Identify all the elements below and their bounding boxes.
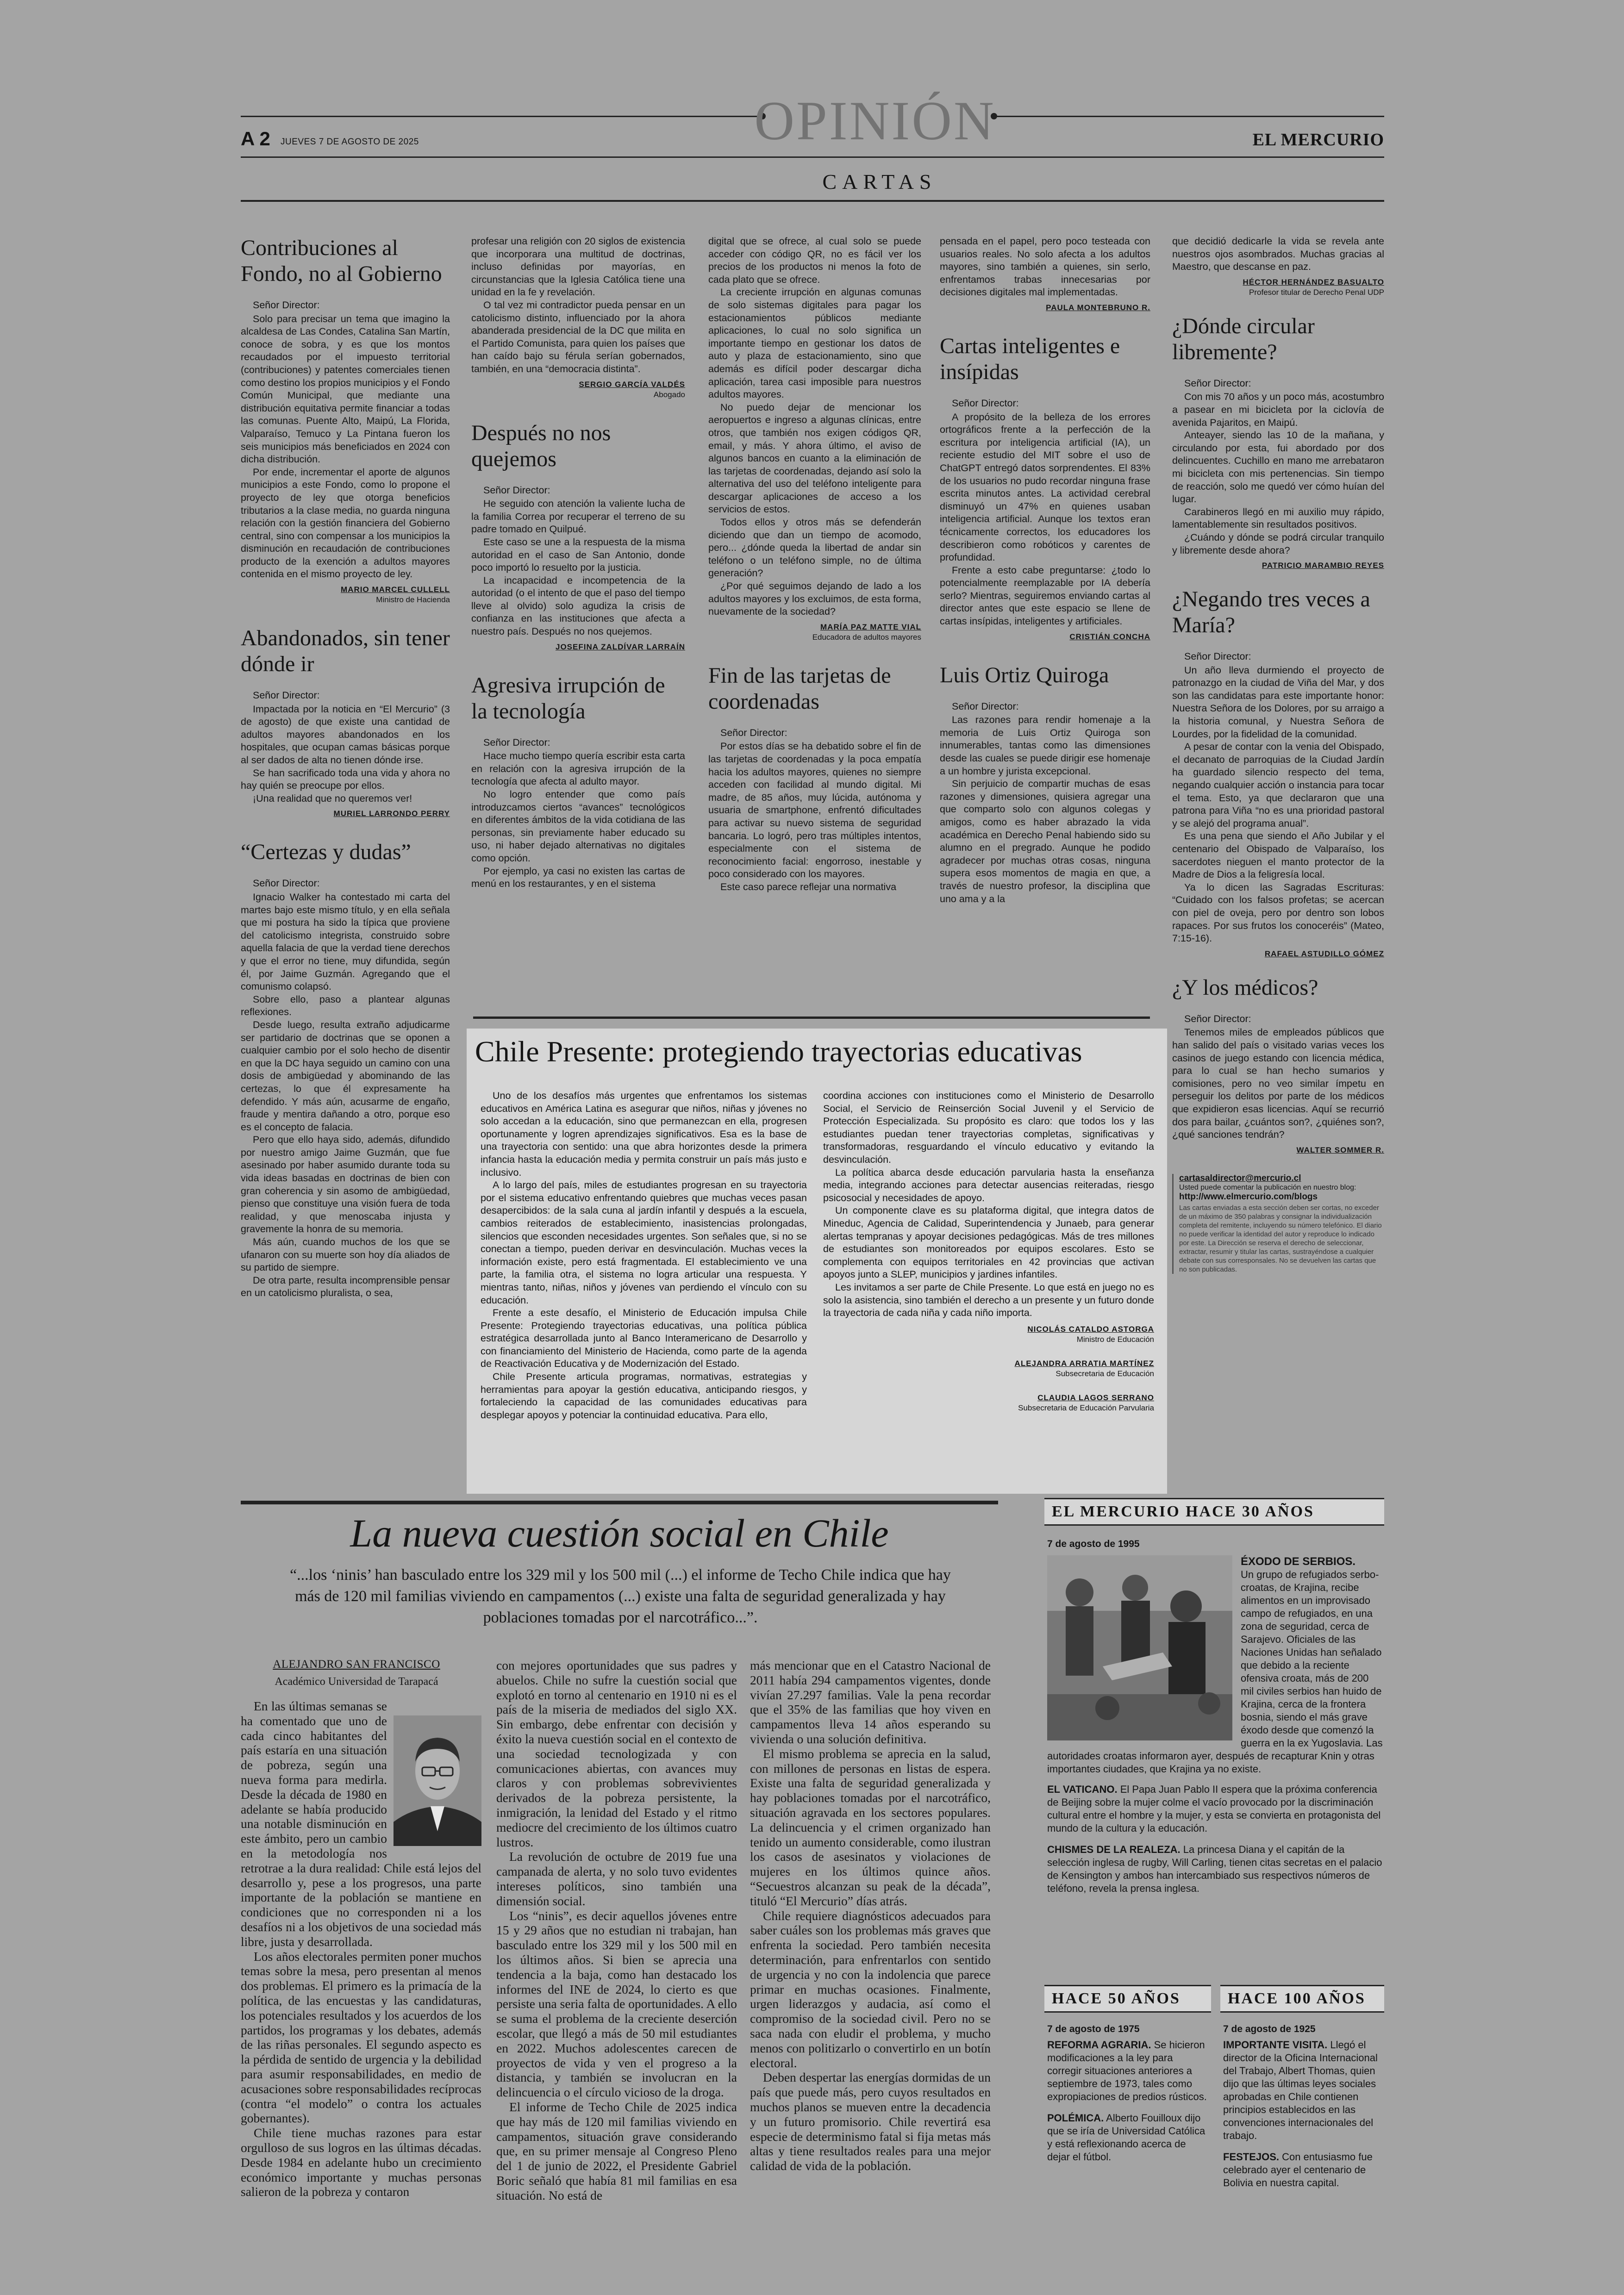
- letter-salutation: Señor Director:: [253, 690, 320, 701]
- letter-paragraph: que decidió dedicarle la vida se revela ante nuestros ojos asombrados. Muchas gracias al Maestro, que descanse en paz.: [1172, 236, 1384, 273]
- hace50-item: [1047, 2112, 1209, 2164]
- letter-paragraph: ¿Por qué seguimos dejando de lado a los adultos mayores y los excluimos, de esta forma, nuevamente de la sociedad?: [708, 580, 921, 617]
- hace100-item-title: FESTEJOS.: [1223, 2151, 1280, 2163]
- letter-paragraph: Se han sacrificado toda una vida y ahora no hay quién se preocupe por ellos.: [241, 767, 450, 792]
- letter-paragraph: No logro entender que como país introduzcamos ciertos “avances” tecnológicos en diferentes ámbitos de la vida cotidiana de las personas, sin previamente haber educado su uso, ni haber dejado alternativas no digitales como opción.: [471, 789, 685, 864]
- header-rule-full: [241, 156, 1384, 158]
- hace30-lead-text: Un grupo de refugiados serbo-croatas, de Krajina, recibe alimentos en un improvisado campo de refugiados, en una zona de seguridad, cerca de Sarajevo. Oficiales de las Naciones Unidas han señalado que debido a la reciente ofensiva croata, más de 200 mil civiles serbios han huido de Krajina, cerca de la frontera bosnia, siendo el más grave éxodo desde que comenzó la guerra en la ex Yugoslavia. Las autoridades croatas informaron ayer, después de recapturar Knin y otras importantes ciudades, que Krajina ya no existe.: [1047, 1569, 1383, 1775]
- column-quote: “...los ‘ninis’ han basculado entre los 329 mil y los 500 mil (...) el informe de Techo Chile indica que hay más de 120 mil familias viviendo en campamentos (...) existe una falta de seguridad generalizada y hay poblaciones tomadas por el narcotráfico...”.: [290, 1566, 951, 1626]
- column-title: La nueva cuestión social en Chile: [350, 1511, 889, 1555]
- letter-ortiz-quiroga: [940, 662, 1150, 906]
- featured-top-rule: [473, 1017, 1150, 1019]
- column-text-3: [750, 1658, 991, 2173]
- letter-salutation: Señor Director:: [1184, 1013, 1251, 1024]
- hace100-item-text: Llegó el director de la Oficina Internacional del Trabajo, Albert Thomas, quien dijo que las últimas leyes sociales aprobadas en Chile contienen principios establecidos en las convenciones internacionales del trabajo.: [1223, 2039, 1378, 2141]
- letters-info-box: [1172, 1174, 1384, 1274]
- letter-paragraph: A propósito de la belleza de los errores ortográficos frente a la perfección de la escritura por inteligencia artificial (IA), un reciente estudio del MIT sobre el uso de ChatGPT entregó datos sorprendentes. El 83% de los usuarios no pudo recordar ninguna frase escrita minutos antes. La actividad cerebral disminuyó un 47% en quienes usaban inteligencia artificial. Aunque los textos eran técnicamente correctos, los educadores los describieron como robóticos y carentes de profundidad.: [940, 411, 1150, 563]
- letter-paragraph: De otra parte, resulta incomprensible pensar en un catolicismo pluralista, o sea,: [241, 1274, 450, 1299]
- letter-paragraph: Carabineros llegó en mi auxilio muy rápido, lamentablemente sin resultados positivos.: [1172, 506, 1384, 530]
- featured-paragraph: Uno de los desafíos más urgentes que enfrentamos los sistemas educativos en América Latina es asegurar que niños, niñas y jóvenes no solo accedan a la educación, sino que permanezcan en ella, progresen oportunamente y logren aprendizajes significativos. Esa es la base de una trayectoria con sentido: una que abra horizontes desde la primera infancia hasta la educación media y permita construir un país más justo e inclusivo.: [481, 1090, 807, 1178]
- featured-signer: NICOLÁS CATALDO ASTORGA: [1027, 1324, 1154, 1334]
- hace30-item-title: EL VATICANO.: [1047, 1784, 1118, 1795]
- featured-signer: ALEJANDRA ARRATIA MARTÍNEZ: [1014, 1359, 1154, 1368]
- letter-salutation: Señor Director:: [253, 299, 320, 311]
- letter-paragraph: digital que se ofrece, al cual solo se puede acceder con código QR, no es fácil ver los precios de los productos ni menos la foto de cada plato que se ofrece.: [708, 236, 921, 285]
- letter-paragraph: O tal vez mi contradictor pueda pensar en un catolicismo distinto, influenciado por la ahora abanderada presidencial de la DC que milita en el Partido Comunista, para quien los países que han caído bajo su férula serían gobernados, también, en una “democracia distinta”.: [471, 299, 685, 374]
- letter-paragraph: Es una pena que siendo el Año Jubilar y el centenario del Obispado de Valparaíso, los sacerdotes nieguen el manto protector de la Madre de Dios a la feligresía local.: [1172, 830, 1384, 880]
- letters-column-1: [241, 235, 450, 1300]
- column-paragraph: Deben despertar las energías dormidas de un país que puede más, pero cuyos resultados en muchos planos se mueven entre la decadencia y un futuro promisorio. Chile revertirá esa especie de determinismo fatal si fija metas más altas y tiene resultados reales para una mejor calidad de vida de la población.: [750, 2070, 991, 2173]
- hace50-item-title: POLÉMICA.: [1047, 2112, 1104, 2124]
- letter-signer: MARÍA PAZ MATTE VIAL: [820, 622, 921, 631]
- column-paragraph: En las últimas semanas se ha comentado que uno de cada cinco habitantes del país estaría en una situación de pobreza, según una nueva forma para medirla. Desde la década de 1980 en adelante se había producido una notable disminución en este ámbito, pero un cambio en la metodología nos retrotrae a la dura realidad: Chile está lejos del desarrollo y, pese a los progresos, una parte importante de la población se mantiene en condiciones que no corresponden ni a los desafíos ni a los objetivos de una sociedad más libre, justa y desarrollada.: [241, 1699, 481, 1949]
- letter-salutation: Señor Director:: [483, 736, 550, 748]
- column-paragraph: El mismo problema se aprecia en la salud, con millones de personas en listas de espera. Existe una falta de seguridad generalizada y hay poblaciones tomadas por el narcotráfico, situación agravada en los sectores populares. La delincuencia y el crimen organizado han tenido un aumento considerable, como ilustran los casos de asesinatos y violaciones de mujeres en los últimos quince años. “Secuestros alcanzan su peak de la década”, tituló “El Mercurio” días atrás.: [750, 1746, 991, 1908]
- refugees-photo-icon: [1047, 1555, 1232, 1740]
- letter-signer-role: Educadora de adultos mayores: [812, 632, 921, 642]
- hace30-lead-title: ÉXODO DE SERBIOS.: [1241, 1555, 1356, 1568]
- letter-salutation: Señor Director:: [952, 397, 1019, 409]
- letter-agresiva: [471, 673, 685, 891]
- letter-abandonados: [241, 625, 450, 819]
- column-paragraph: más mencionar que en el Catastro Nacional de 2011 había 294 campamentos vigentes, donde vivían 27.297 familias. Vale la pena recordar que el 35% de las familias que hoy viven en campamentos lleva 14 años esperando su vivienda o una solución definitiva.: [750, 1658, 991, 1746]
- hace30-item-text: El Papa Juan Pablo II espera que la próxima conferencia de Beijing sobre la mujer colme el vacío provocado por la discriminación cultural entre el hombre y la mujer, y esta se convierta en protagonista del mundo de la cultura y la educación.: [1047, 1784, 1381, 1834]
- letter-signer: PAULA MONTEBRUNO R.: [1046, 303, 1150, 312]
- blog-link[interactable]: http://www.elmercurio.com/blogs: [1179, 1191, 1318, 1202]
- letter-signer: JOSEFINA ZALDÍVAR LARRAÍN: [556, 642, 685, 651]
- section-title: OPINIÓN: [754, 90, 996, 151]
- letters-email-link[interactable]: cartasaldirector@mercurio.cl: [1179, 1173, 1301, 1183]
- letters-column-4: [940, 235, 1150, 905]
- featured-title: Chile Presente: protegiendo trayectorias educativas: [475, 1035, 1082, 1068]
- blog-lead: Usted puede comentar la publicación en nuestro blog:: [1179, 1183, 1356, 1191]
- subsection-title: CARTAS: [822, 170, 937, 193]
- letters-column-5: [1172, 235, 1384, 1274]
- letter-paragraph: Sin perjuicio de compartir muchas de esas razones y dimensiones, quisiera agregar una que comparto solo con algunos colegas y amigos, como es haber abrazado la vida académica en Derecho Penal habiendo sido su alumno en el pregrado. Aunque he podido agradecer por muchas otras cosas, ninguna supera esos momentos de magia en que, a través de nuestro profesor, la disciplina que uno ama y a la: [940, 778, 1150, 904]
- letter-paragraph: Ignacio Walker ha contestado mi carta del martes bajo este mismo título, y en ella señala que mi postura ha sido la típica que proviene del catolicismo integrista, construido sobre aquella falacia de que la verdad tiene derechos y que el error no tiene, muy difundida, según él, por Jaime Guzmán. Agregando que el comunismo colapsó.: [241, 892, 450, 992]
- page-label: A 2: [241, 128, 270, 150]
- letter-paragraph: Solo para precisar un tema que imagino la alcaldesa de Las Condes, Catalina San Martín, conoce de sobra, y es que los montos recaudados por el impuesto territorial (contribuciones) y patentes comerciales tienen como destino los propios municipios y el Fondo Común Municipal, que mediante una distribución equitativa permite financiar a todas las comunas. Puente Alto, Maipú, La Florida, Valparaíso, Temuco y La Pintana fueron los seis municipios más beneficiados en 2024 con dicha distribución.: [241, 313, 450, 465]
- hace30-item: [1047, 1843, 1384, 1895]
- featured-paragraph: A lo largo del país, miles de estudiantes progresan en su trayectoria por el sistema educativo enfrentando quiebres que muchas veces pasan desapercibidos: de la sala cuna al jardín infantil y después a la escuela, cambios reiterados de establecimiento, inasistencias prolongadas, silencios que esconden necesidades urgentes. Son señales que, si no se conectan a tiempo, pueden derivar en desvinculación. Muchas veces la información existe, pero está fragmentada. El establecimiento ve una parte, la familia otra, el sistema no logra articular una respuesta. Y mientras tanto, niñas, niños y jóvenes van perdiendo el vínculo con su educación.: [481, 1179, 807, 1306]
- letter-title: Fin de las tarjetas de coordenadas: [708, 663, 891, 714]
- letter-paragraph: Frente a esto cabe preguntarse: ¿todo lo potencialmente reemplazable por IA debería serlo? Mientras, seguiremos enviando cartas al director antes que este espacio se llene de cartas insípidas, inteligentes y artificiales.: [940, 564, 1150, 627]
- hace50-date: 7 de agosto de 1975: [1047, 2024, 1140, 2034]
- letter-signer: MURIEL LARRONDO PERRY: [333, 809, 450, 818]
- letter-negando: [1172, 586, 1384, 959]
- letter-title: Abandonados, sin tener dónde ir: [241, 626, 450, 677]
- column-paragraph: Los años electorales permiten poner muchos temas sobre la mesa, pero presentan al menos dos problemas. El primero es la primacía de la política, de las encuestas y las candidaturas, los potenciales resultados y los acuerdos de los partidos, los programas y los debates, además de las riñas personales. El segundo aspecto es la pérdida de sentido de urgencia y la debilidad para asumir responsabilidades, en medio de acusaciones sobre responsabilidades recíprocas (contra “el modelo” o contra los actuales gobernantes).: [241, 1949, 482, 2126]
- featured-letter-box: [467, 1029, 1167, 1494]
- hace100-item-title: IMPORTANTE VISITA.: [1223, 2039, 1328, 2051]
- author-photo: [394, 1715, 481, 1846]
- letter-paragraph: Por ende, incrementar el aporte de algunos municipios a este Fondo, como lo propone el proyecto de ley que otorga beneficios tributarios a la clase media, no guarda ninguna relación con la gestión financiera del Gobierno central, sino con compensar a los municipios la disminución en recaudación de contribuciones producto de la exención a adultos mayores contenida en el mismo proyecto de ley.: [241, 466, 450, 580]
- letter-ortiz-continued: [1172, 235, 1384, 298]
- letter-paragraph: profesar una religión con 20 siglos de existencia que incorporara una multitud de doctrinas, incluso definidas por mayorías, en circunstancias que la Iglesia Católica tiene una unidad en la fe y revelación.: [471, 236, 685, 298]
- hace100-date: 7 de agosto de 1925: [1223, 2024, 1316, 2034]
- hace30-photo: [1047, 1555, 1232, 1740]
- letter-paragraph: Por ejemplo, ya casi no existen las cartas de menú en los restaurantes, y en el sistema: [471, 865, 685, 890]
- letter-signer: MARIO MARCEL CULLELL: [341, 585, 450, 594]
- featured-column-right: [823, 1090, 1154, 1413]
- hace100-item: [1223, 2151, 1384, 2189]
- letter-paragraph: Este caso se une a la respuesta de la misma autoridad en el caso de San Antonio, donde poco importó lo resuelto por la justicia.: [471, 536, 685, 574]
- letter-signer: RAFAEL ASTUDILLO GÓMEZ: [1264, 949, 1384, 958]
- letter-signer-role: Abogado: [653, 390, 685, 399]
- hace50-header: HACE 50 AÑOS: [1044, 1985, 1211, 2013]
- letter-paragraph: Con mis 70 años y un poco más, acostumbro a pasear en mi bicicleta por la ciclovía de avenida Pajaritos, en Maipú.: [1172, 391, 1384, 428]
- column-paragraph: La revolución de octubre de 2019 fue una campanada de alerta, y no solo tuvo evidentes intereses políticos, sino también una dimensión social.: [496, 1849, 737, 1908]
- column-paragraph: Chile requiere diagnósticos adecuados para saber cuáles son los problemas más graves que enfrenta la sociedad. Pero también necesita determinación, para enfrentarlos con sentido de urgencia y no con la indolencia que parece primar en muchas ocasiones. Finalmente, urgen liderazgos y audacia, así como el compromiso de la sociedad civil. Pero no se saca nada con eludir el problema, y mucho menos con politizarlo o convertirlo en un botín electoral.: [750, 1908, 991, 2070]
- letter-paragraph: La creciente irrupción en algunas comunas de solo sistemas digitales para pagar los estacionamientos públicos mediante aplicaciones, lo cual no solo significa un importante tiempo en gestionar los datos de auto y plaza de estacionamiento, sino que además es difícil poder descargar dicha aplicación, tarea casi imposible para nuestros adultos mayores.: [708, 287, 921, 400]
- featured-paragraph: Chile Presente articula programas, normativas, estrategias y herramientas para apoyar la gestión educativa, anticipando riesgos, y fortaleciendo la capacidad de las comunidades educativas para desplegar apoyos y potenciar la continuidad educativa. Para ello,: [481, 1371, 807, 1421]
- featured-signer: CLAUDIA LAGOS SERRANO: [1037, 1393, 1154, 1402]
- featured-paragraph: Frente a este desafío, el Ministerio de Educación impulsa Chile Presente: Protegiendo trayectorias educativas, una política pública estratégica desarrollada junto al Banco Interamericano de Desarrollo y con financiamiento del Ministerio de Hacienda, como parte de la agenda de Reactivación Educativa y de Modernización del Estado.: [481, 1307, 807, 1370]
- letter-paragraph: Este caso parece reflejar una normativa: [720, 881, 897, 892]
- column-paragraph: Chile tiene muchas razones para estar orgulloso de sus logros en las últimas décadas. Desde 1984 en adelante hubo un crecimiento económico importante y muchas personas salieron de la pobreza y contaron: [241, 2126, 481, 2199]
- letters-rules: Las cartas enviadas a esta sección deben ser cortas, no exceder de un máximo de 350 palabras y consignar la individualización completa del remitente, incluyendo su número telefónico. El diario no puede verificar la identidad del autor y reproduce lo indicado por este. La Dirección se reserva el derecho de seleccionar, extractar, resumir y titular las cartas, sustrayéndose a cualquier debate con sus corresponsales. No se devuelven las cartas que no son publicadas.: [1179, 1204, 1382, 1273]
- featured-paragraph: La política abarca desde educación parvularia hasta la enseñanza media, integrando acciones para detectar ausencias reiteradas, riesgo psicosocial y necesidades de apoyo.: [823, 1166, 1154, 1204]
- letter-paragraph: Anteayer, siendo las 10 de la mañana, y circulando por esta, fui abordado por dos delincuentes. Cuchillo en mano me arrebataron mi bicicleta con mis pertenencias. Sin tiempo de reacción, solo me quedó ver cómo huían del lugar.: [1172, 430, 1384, 505]
- masthead: EL MERCURIO: [1252, 130, 1384, 150]
- letter-circular: [1172, 313, 1384, 571]
- letter-tarjetas-continued: [940, 235, 1150, 313]
- letter-paragraph: Todos ellos y otros más se defenderán diciendo que dan un tiempo de acomodo, pero... ¿dónde queda la libertad de andar sin teléfono o un teléfono simple, no de última generación?: [708, 517, 921, 579]
- author-portrait-icon: [394, 1715, 481, 1846]
- letters-column-3: [708, 235, 921, 894]
- letter-certezas: [241, 839, 450, 1300]
- letters-column-2: [471, 235, 685, 891]
- hace50-item-text: Se hicieron modificaciones a la ley para corregir situaciones anteriores a septiembre de 1973, tales como expropiaciones de predios rústicos.: [1047, 2039, 1207, 2102]
- hace100-item-text: Con entusiasmo fue celebrado ayer el centenario de Bolivia en nuestra capital.: [1223, 2151, 1373, 2189]
- letter-signer-role: Ministro de Hacienda: [376, 595, 450, 605]
- featured-signer-role: Ministro de Educación: [1076, 1335, 1154, 1344]
- letter-medicos: [1172, 975, 1384, 1155]
- letter-paragraph: La incapacidad e incompetencia de la autoridad (o el intento de que el paso del tiempo lleve al olvido) solo agudiza la crisis de confianza en las instituciones que afecta a nuestro país. Después no nos quejemos.: [471, 574, 685, 637]
- letter-title: Después no nos quejemos: [471, 420, 611, 471]
- column-text-1: [241, 1699, 481, 2199]
- column-paragraph: El informe de Techo Chile de 2025 indica que hay más de 120 mil familias viviendo en campamentos, situación grave considerando que, en su primer mensaje al Congreso Pleno del 1 de junio de 2022, el Presidente Gabriel Boric señaló que había 81 mil familias en esa situación. No está de: [496, 2099, 737, 2202]
- featured-signer-role: Subsecretaria de Educación Parvularia: [1018, 1403, 1154, 1412]
- letter-certezas-continued: [471, 235, 685, 400]
- letter-paragraph: Hace mucho tiempo quería escribir esta carta en relación con la agresiva irrupción de la tecnología que afecta al adulto mayor.: [471, 750, 685, 787]
- letter-agresiva-continued: [708, 235, 921, 642]
- letter-salutation: Señor Director:: [1184, 651, 1251, 662]
- hace100-panel: [1223, 2023, 1384, 2198]
- letter-signer: PATRICIO MARAMBIO REYES: [1262, 561, 1384, 570]
- letter-signer: WALTER SOMMER R.: [1296, 1145, 1384, 1154]
- letter-salutation: Señor Director:: [952, 700, 1019, 712]
- letter-despues: [471, 420, 685, 652]
- hace50-item: [1047, 2039, 1209, 2103]
- hace30-panel: [1047, 1538, 1384, 1903]
- column-paragraph: con mejores oportunidades que sus padres y abuelos. Chile no sufre la cuestión social que explotó en torno al centenario en 1910 ni es el país de la miseria de mediados del siglo XX. Sin embargo, debe enfrentar con decisión y éxito la nueva cuestión social en el contexto de una sociedad tecnologizada y con comunicaciones abiertas, con avances muy claros y con problemas sobrevivientes derivados de la pobreza persistente, la inmigración, la lenidad del Estado y el ritmo mediocre del crecimiento de los últimos cuatro lustros.: [496, 1658, 737, 1849]
- letter-salutation: Señor Director:: [1184, 377, 1251, 389]
- letter-signer-role: Profesor titular de Derecho Penal UDP: [1249, 287, 1384, 297]
- column-top-rule: [241, 1501, 998, 1504]
- letter-signer: SERGIO GARCÍA VALDÉS: [579, 380, 685, 389]
- hace30-item-title: CHISMES DE LA REALEZA.: [1047, 1844, 1181, 1855]
- hace100-item: [1223, 2039, 1384, 2142]
- letter-paragraph: Pero que ello haya sido, además, difundido por nuestro amigo Jaime Guzmán, que fue asesinado por haber asumido durante toda su vida ideas basadas en doctrinas de bien con gran coherencia y sin asomo de ambigüedad, pienso que constituye una visión fuera de toda realidad, y que menoscaba injusta y gravemente la honra de su memoria.: [241, 1134, 450, 1235]
- featured-paragraph: Les invitamos a ser parte de Chile Presente. Lo que está en juego no es solo la asistencia, sino también el derecho a un presente y un futuro donde la trayectoria de cada niña y cada niño importa.: [823, 1281, 1154, 1319]
- letter-paragraph: A pesar de contar con la venia del Obispado, el decanato de parroquias de la Ciudad Jardín ha guardado silencio respecto del tema, negando cualquier acción o instancia para tocar el tema. Esto, ya que declararon que una patrona para Viña “no es una prioridad pastoral y se alejó del programa anual”.: [1172, 741, 1384, 829]
- column-paragraph: Los “ninis”, es decir aquellos jóvenes entre 15 y 29 años que no estudian ni trabajan, han basculado entre los 329 mil y los 500 mil en los últimos años. Si bien se aprecia una tendencia a la baja, como han destacado los informes del INE de 2024, lo cierto es que persiste una seria falta de oportunidades. A ello se suma el problema de la creciente deserción escolar, que llegó a más de 50 mil estudiantes en 2022. Muchos adolescentes carecen de proyectos de vida y ven el progreso a la distancia, y también se involucran en la delincuencia o el círculo vicioso de la droga.: [496, 1908, 737, 2100]
- letter-paragraph: Por estos días se ha debatido sobre el fin de las tarjetas de coordenadas y la poca empatía hacia los adultos mayores, quienes no siempre acceden con facilidad al mundo digital. Mi madre, de 85 años, muy lúcida, autónoma y usuaria de smartphone, enfrentó dificultades para activar su nuevo sistema de seguridad bancaria. Lo logró, pero tras múltiples intentos, especialmente con el sistema de reconocimiento facial: engorroso, inestable y poco considerado con los mayores.: [708, 741, 921, 880]
- letter-title: ¿Dónde circular libremente?: [1172, 313, 1315, 364]
- letter-title: Cartas inteligentes e insípidas: [940, 333, 1120, 384]
- letter-salutation: Señor Director:: [483, 484, 550, 496]
- hace50-panel: [1047, 2023, 1209, 2172]
- letter-paragraph: ¿Cuándo y dónde se podrá circular tranquilo y libremente desde ahora?: [1172, 531, 1384, 556]
- column-text-2: [496, 1658, 737, 2202]
- letter-signer: CRISTIÁN CONCHA: [1069, 632, 1150, 641]
- letter-paragraph: pensada en el papel, pero poco testeada con usuarios reales. No solo afecta a los adultos mayores, sino también a quienes, sin serlo, enfrentamos trabas innecesarias por decisiones digitales mal implementadas.: [940, 236, 1150, 298]
- letter-contribuciones: [241, 235, 450, 605]
- letter-paragraph: No puedo dejar de mencionar los aeropuertos e ingreso a algunas clínicas, entre otros, que también nos exigen códigos QR, email, y más. Y ahora último, el aviso de algunos bancos en cuanto a la eliminación de las tarjetas de coordenadas, dejando así solo la alternativa del uso del teléfono inteligente para descargar aplicaciones de acceso a los servicios de estos.: [708, 401, 921, 515]
- hace30-date: 7 de agosto de 1995: [1047, 1539, 1140, 1549]
- hace50-item-text: Alberto Fouilloux dijo que se iría de Universidad Católica y está reflexionando acerca de dejar el fútbol.: [1047, 2112, 1206, 2163]
- letter-title: ¿Negando tres veces a María?: [1172, 587, 1370, 638]
- letter-tarjetas: [708, 663, 921, 894]
- letter-paragraph: ¡Una realidad que no queremos ver!: [253, 792, 412, 804]
- letter-paragraph: Las razones para rendir homenaje a la memoria de Luis Ortiz Quiroga son innumerables, tantas como las dimensiones desde las cuales se puede dirigir ese homenaje a un hombre y jurista excepcional.: [940, 714, 1150, 777]
- letter-salutation: Señor Director:: [720, 727, 787, 738]
- letter-paragraph: Más aún, cuando muchos de los que se ufanaron con su muerte son hoy día aliados de su partido de siempre.: [241, 1236, 450, 1273]
- letter-title: “Certezas y dudas”: [241, 840, 411, 865]
- hace30-item-text: La princesa Diana y el capitán de la selección inglesa de rugby, Will Carling, tienen citas secretas en el palacio de Kensington y ambos han intercambiado sus respectivos números de teléfono, revela la prensa inglesa.: [1047, 1844, 1382, 1894]
- hace30-header: EL MERCURIO HACE 30 AÑOS: [1044, 1498, 1384, 1526]
- issue-date: JUEVES 7 DE AGOSTO DE 2025: [281, 137, 419, 147]
- featured-paragraph: Un componente clave es su plataforma digital, que integra datos de Mineduc, Agencia de Calidad, Superintendencia y Junaeb, para generar alertas tempranas y apoyar decisiones pedagógicas. Más de tres millones de estudiantes son monitoreados por equipos escolares. Esto se complementa con equipos territoriales en 42 provincias que activan apoyos junto a SLEP, municipios y jardines infantiles.: [823, 1205, 1154, 1280]
- letter-salutation: Señor Director:: [253, 878, 320, 889]
- letter-paragraph: Ya lo dicen las Sagradas Escrituras: “Cuidado con los falsos profetas; se acercan con piel de oveja, pero por dentro son lobos rapaces. Por sus frutos los conoceréis” (Mateo, 7:15-16).: [1172, 881, 1384, 944]
- letter-paragraph: Un año lleva durmiendo el proyecto de patronazgo en la ciudad de Viña del Mar, y dos son las candidatas para este importante honor: Nuestra Señora de los Dolores, por su arraigo a la historia comunal, y Nuestra Señora de Lourdes, por la fidelidad de la comunidad.: [1172, 664, 1384, 740]
- featured-paragraph: coordina acciones con instituciones como el Ministerio de Desarrollo Social, el Servicio de Reinserción Social Juvenil y el Servicio de Protección Especializada. Su propósito es claro: que todos los y las estudiantes puedan tener trayectorias completas, significativas y transformadoras, resguardando el vínculo educativo y evitando la desvinculación.: [823, 1090, 1154, 1165]
- letter-title: ¿Y los médicos?: [1172, 975, 1318, 1000]
- letter-title: Agresiva irrupción de la tecnología: [471, 673, 665, 723]
- letter-paragraph: Impactada por la noticia en “El Mercurio” (3 de agosto) de que existe una cantidad de adultos mayores abandonados en los hospitales, que ocupan camas básicas porque al ser dados de alta no tienen dónde irse.: [241, 703, 450, 766]
- header-rule-bottom: [241, 200, 1384, 202]
- letter-cartas-inteligentes: [940, 333, 1150, 642]
- hace30-item: [1047, 1783, 1384, 1835]
- letter-paragraph: Desde luego, resulta extraño adjudicarme ser partidario de doctrinas que se oponen a cualquier cambio por el solo hecho de disentir en que la DC haya seguido un camino con una dosis de ambigüedad y abominando de las certezas, lo que él expresamente ha defendido. Y más aún, acusarme de engaño, fraude y mentira dañando a otro, porque eso es el concepto de falacia.: [241, 1019, 450, 1133]
- hace100-header: HACE 100 AÑOS: [1220, 1985, 1384, 2013]
- letter-paragraph: Sobre ello, paso a plantear algunas reflexiones.: [241, 993, 450, 1018]
- featured-signer-role: Subsecretaria de Educación: [1056, 1369, 1154, 1378]
- letter-title: Contribuciones al Fondo, no al Gobierno: [241, 236, 442, 286]
- letter-title: Luis Ortiz Quiroga: [940, 662, 1109, 687]
- column-author-affiliation: Académico Universidad de Tarapacá: [275, 1676, 438, 1688]
- letter-paragraph: Tenemos miles de empleados públicos que han salido del país o visitado varias veces los casinos de juego estando con licencia médica, para lo cual se han hecho sumarios y comisiones, pero no veo similar ímpetu en perseguir los delitos por parte de los médicos que expidieron esas licencias. Aquí se recurrió dos para bailar, ¿cuántos son?, ¿quiénes son?, ¿qué sanciones tendrán?: [1172, 1027, 1384, 1141]
- featured-column-left: [481, 1090, 807, 1422]
- letter-paragraph: He seguido con atención la valiente lucha de la familia Correa por recuperar el terreno de su padre tomado en Quilpué.: [471, 498, 685, 535]
- hace50-item-title: REFORMA AGRARIA.: [1047, 2039, 1151, 2051]
- column-author: ALEJANDRO SAN FRANCISCO: [273, 1658, 440, 1671]
- letter-signer: HÉCTOR HERNÁNDEZ BASUALTO: [1243, 277, 1384, 287]
